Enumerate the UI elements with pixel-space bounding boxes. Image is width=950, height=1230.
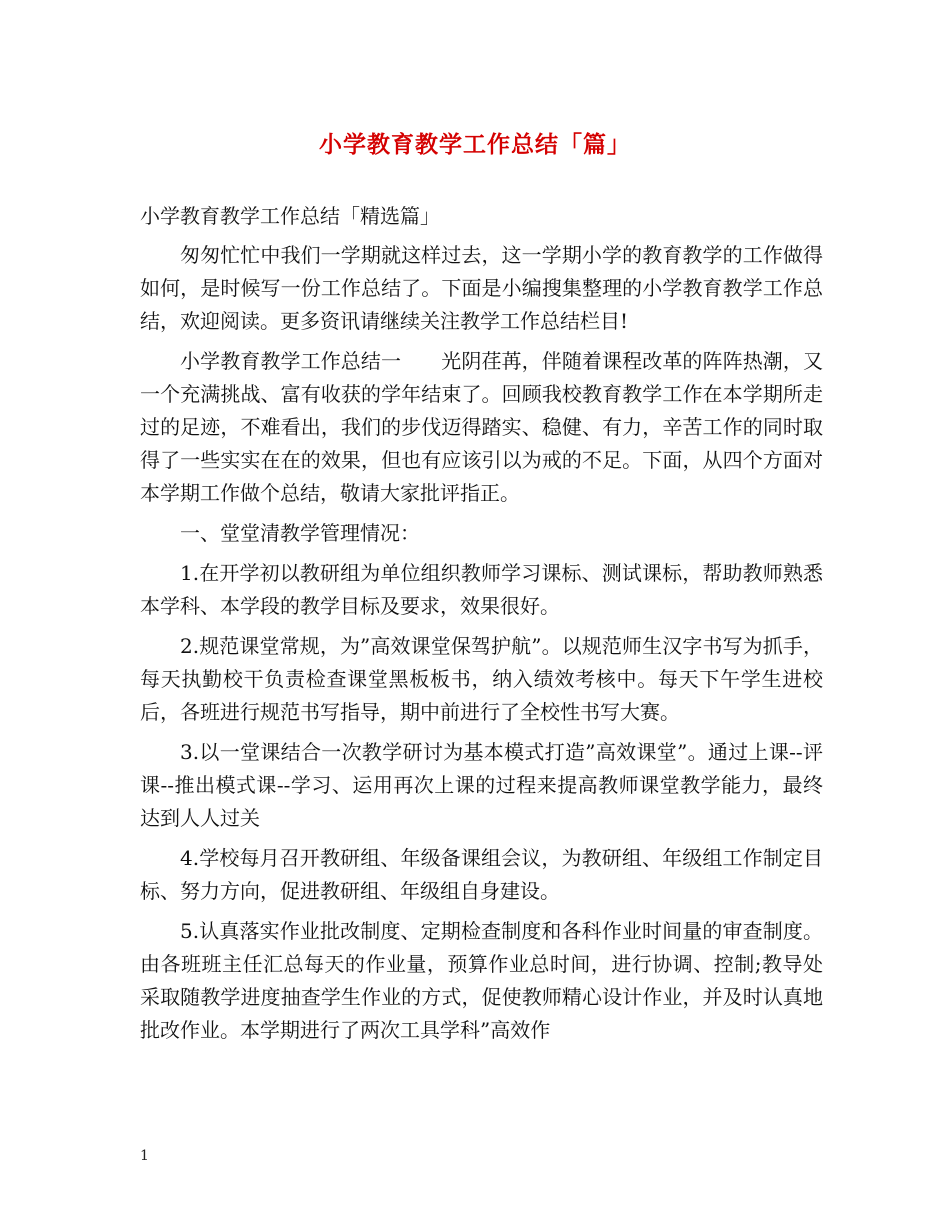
paragraph-item-5: 5.认真落实作业批改制度、定期检查制度和各科作业时间量的审查制度。由各班班主任汇总每天的作业量，预算作业总时间，进行协调、控制;教导处采取随教学进度抽查学生作业的方式，促使教师精心设计作业，并及时认真地批改作业。本学期进行了两次工具学科”高效作 <box>140 919 823 1042</box>
document-subtitle: 小学教育教学工作总结「精选篇」 <box>140 204 440 228</box>
section-heading: 一、堂堂清教学管理情况： <box>180 521 420 545</box>
paragraph-item-3: 3.以一堂课结合一次教学研讨为基本模式打造”高效课堂”。通过上课--评课--推出模式课--学习、运用再次上课的过程来提高教师课堂教学能力，最终达到人人过关 <box>140 740 823 830</box>
paragraph-summary-one: 小学教育教学工作总结一 光阴荏苒，伴随着课程改革的阵阵热潮，又一个充满挑战、富有收获的学年结束了。回顾我校教育教学工作在本学期所走过的足迹，不难看出，我们的步伐迈得踏实、稳健、有力，辛苦工作的同时取得了一些实实在在的效果，但也有应该引以为戒的不足。下面，从四个方面对本学期工作做个总结，敬请大家批评指正。 <box>140 349 823 505</box>
page-number: 1 <box>140 1148 149 1164</box>
document-body <box>140 200 823 1054</box>
document-title: 小学教育教学工作总结「篇」 <box>319 131 631 158</box>
paragraph-intro: 匆匆忙忙中我们一学期就这样过去，这一学期小学的教育教学的工作做得如何，是时候写一份工作总结了。下面是小编搜集整理的小学教育教学工作总结，欢迎阅读。更多资讯请继续关注教学工作总结栏目! <box>140 243 823 333</box>
paragraph-item-4: 4.学校每月召开教研组、年级备课组会议，为教研组、年级组工作制定目标、努力方向，促进教研组、年级组自身建设。 <box>140 846 823 903</box>
paragraph-item-2: 2.规范课堂常规，为”高效课堂保驾护航”。以规范师生汉字书写为抓手，每天执勤校干负责检查课堂黑板板书，纳入绩效考核中。每天下午学生进校后，各班进行规范书写指导，期中前进行了全校性书写大赛。 <box>140 634 823 724</box>
paragraph-item-1: 1.在开学初以教研组为单位组织教师学习课标、测试课标，帮助教师熟悉本学科、本学段的教学目标及要求，效果很好。 <box>140 561 823 618</box>
